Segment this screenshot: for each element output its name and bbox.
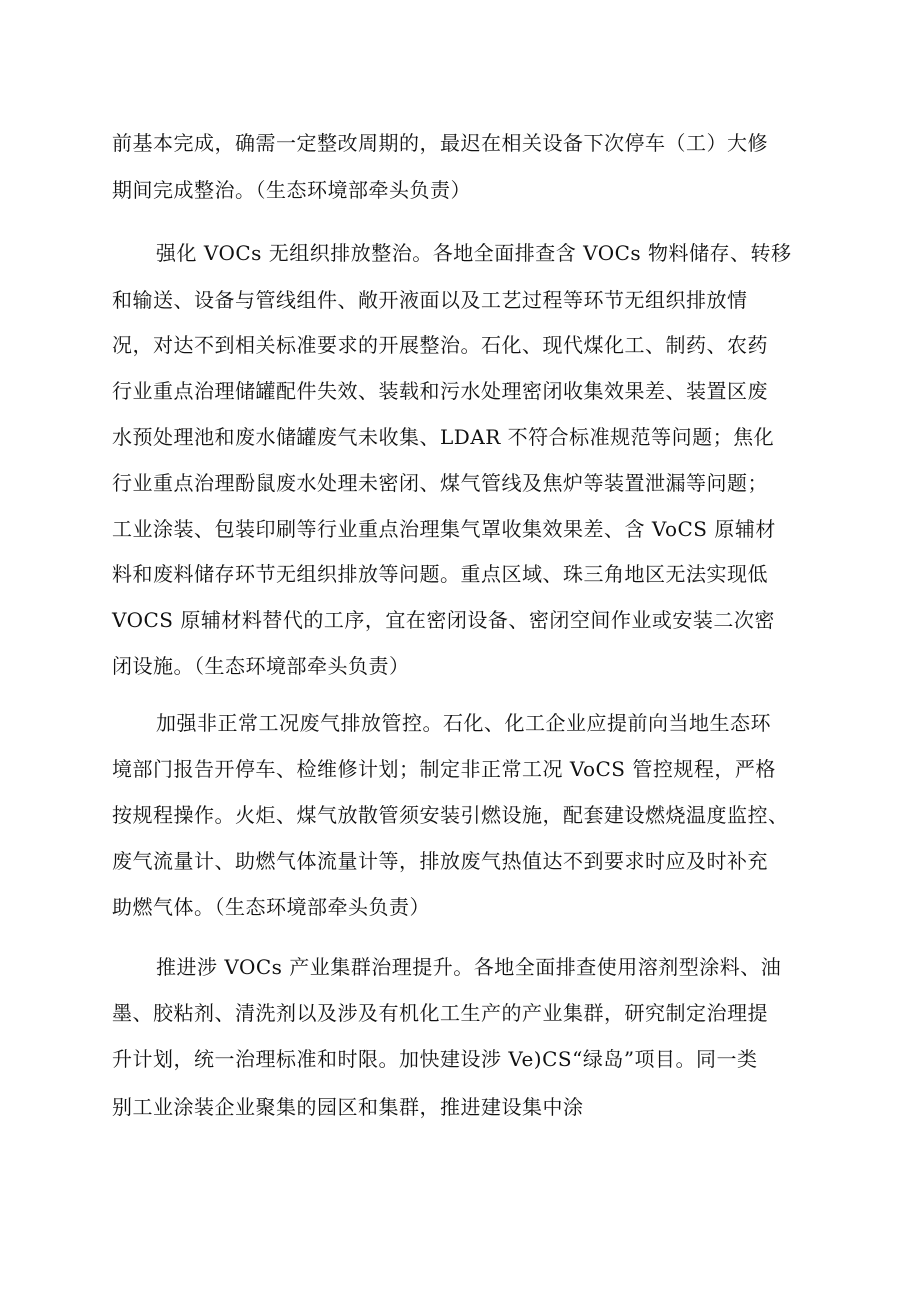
paragraph-abnormal-condition-control: 加强非正常工况废气排放管控。石化、化工企业应提前向当地生态环 <box>156 711 771 735</box>
text-line: 墨、胶粘剂、清洗剂以及涉及有机化工生产的产业集群，研究制定治理提 <box>112 1001 768 1025</box>
text-line: 行业重点治理酚鼠废水处理未密闭、煤气管线及焦炉等装置泄漏等问题； <box>112 471 768 495</box>
text-line: 工业涂装、包装印刷等行业重点治理集气罩收集效果差、含 VoCS 原辅材 <box>112 517 776 541</box>
text-line: 别工业涂装企业聚集的园区和集群，推进建设集中涂 <box>112 1095 584 1119</box>
text-line: 行业重点治理储罐配件失效、装载和污水处理密闭收集效果差、装置区废 <box>112 379 768 403</box>
paragraph-vocs-unorganized-emission: 强化 VOCs 无组织排放整治。各地全面排查含 VOCs 物料储存、转移 <box>156 241 792 265</box>
text-line: 前基本完成，确需一定整改周期的，最迟在相关设备下次停车（工）大修 <box>112 131 768 155</box>
text-line: 况，对达不到相关标准要求的开展整治。石化、现代煤化工、制药、农药 <box>112 333 768 357</box>
text-line: 闭设施。（生态环境部牵头负责） <box>112 654 410 678</box>
text-line: 按规程操作。火炬、煤气放散管须安装引燃设施，配套建设燃烧温度监控、 <box>112 803 789 827</box>
paragraph-industrial-cluster: 推进涉 VOCs 产业集群治理提升。各地全面排查使用溶剂型涂料、油 <box>156 955 782 979</box>
text-line: VOCS 原辅材料替代的工序，宜在密闭设备、密闭空间作业或安装二次密 <box>112 608 775 632</box>
text-line: 助燃气体。（生态环境部牵头负责） <box>112 895 430 919</box>
text-line: 废气流量计、助燃气体流量计等，排放废气热值达不到要求时应及时补充 <box>112 849 768 873</box>
text-line: 水预处理池和废水储罐废气未收集、LDAR 不符合标准规范等问题；焦化 <box>112 425 775 449</box>
text-line: 期间完成整治。（生态环境部牵头负责） <box>112 178 471 202</box>
text-line: 料和废料储存环节无组织排放等问题。重点区域、珠三角地区无法实现低 <box>112 562 768 586</box>
text-line: 和输送、设备与管线组件、敞开液面以及工艺过程等环节无组织排放情 <box>112 288 748 312</box>
text-line: 升计划，统一治理标准和时限。加快建设涉 Ve)CS“绿岛”项目。同一类 <box>112 1047 758 1071</box>
text-line: 境部门报告开停车、检维修计划；制定非正常工况 VoCS 管控规程，严格 <box>112 757 776 781</box>
